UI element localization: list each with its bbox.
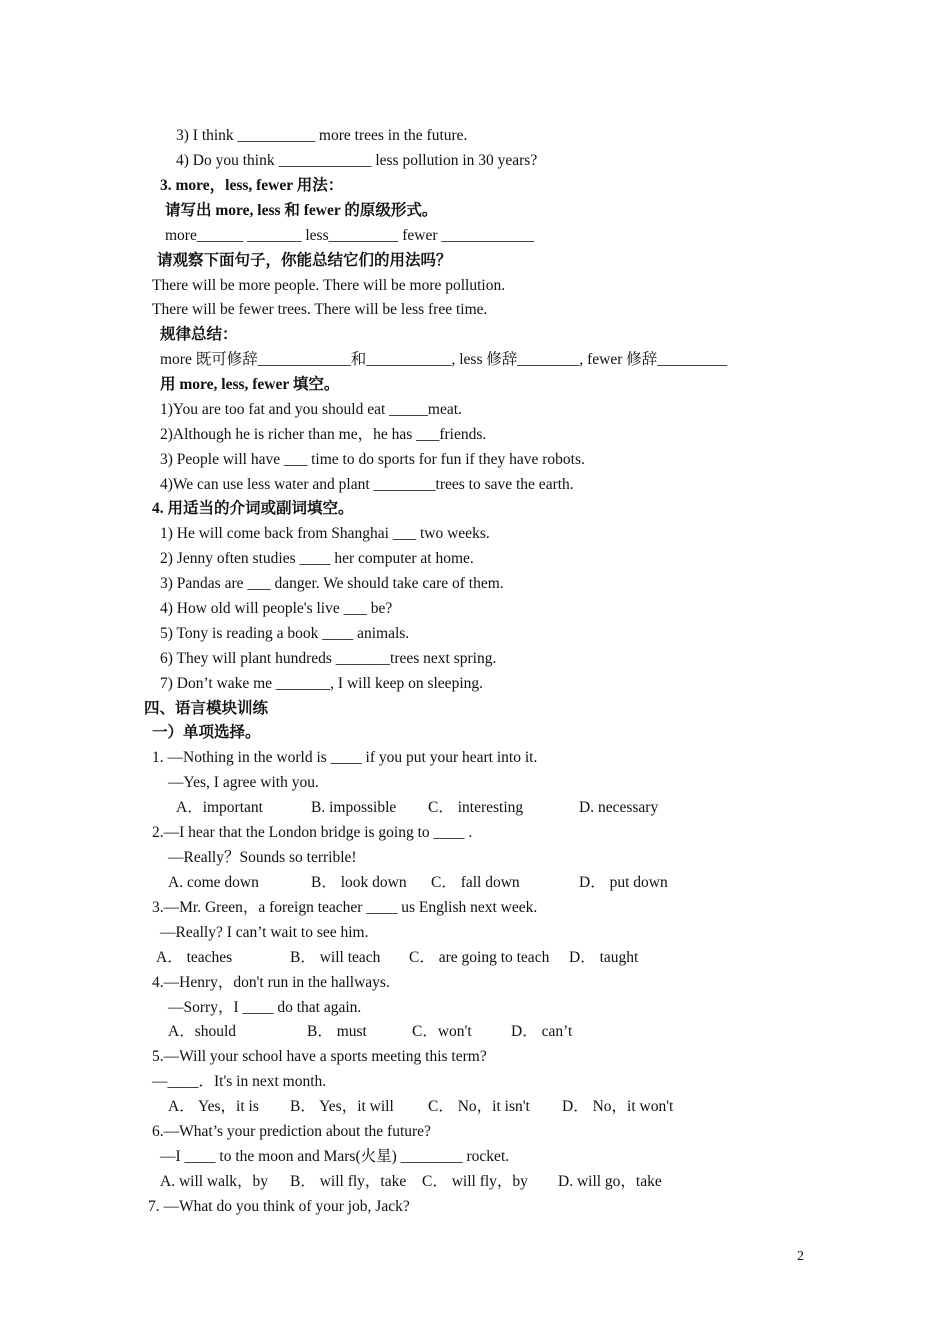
- answer-option: D． taught: [569, 949, 639, 966]
- answer-option: D. will go，take: [558, 1173, 662, 1190]
- text-line: 6) They will plant hundreds _______trees next spring.: [160, 650, 497, 667]
- text-line: 6.—What’s your prediction about the future?: [152, 1123, 431, 1140]
- section-heading: 请观察下面句子，你能总结它们的用法吗？: [157, 252, 452, 269]
- text-line: 4) Do you think ____________ less pollution in 30 years?: [176, 152, 538, 169]
- section-heading: 4. 用适当的介词或副词填空。: [152, 500, 354, 517]
- section-heading: 请写出 more, less 和 fewer 的原级形式。: [165, 202, 438, 219]
- text-line: 3.—Mr. Green，a foreign teacher ____ us English next week.: [152, 899, 538, 916]
- answer-option: C． interesting: [428, 799, 524, 816]
- text-line: 4.—Henry，don't run in the hallways.: [152, 974, 390, 991]
- text-line: —____．It's in next month.: [152, 1073, 327, 1090]
- text-line: 2) Jenny often studies ____ her computer at home.: [160, 550, 474, 567]
- text-line: 5.—Will your school have a sports meeting this term?: [152, 1048, 487, 1065]
- text-line: more 既可修辞____________和___________, less 修辞________, fewer 修辞_________: [160, 351, 727, 368]
- text-line: 4) How old will people's live ___ be?: [160, 600, 393, 617]
- answer-option: D． put down: [579, 874, 668, 891]
- text-line: 7. —What do you think of your job, Jack?: [148, 1198, 410, 1215]
- answer-option: B. impossible: [311, 799, 397, 816]
- answer-option: A． teaches: [156, 949, 233, 966]
- section-heading: 四、语言模块训练: [144, 700, 269, 717]
- section-heading: 规律总结：: [160, 326, 238, 343]
- answer-option: D． can’t: [511, 1023, 573, 1040]
- text-line: 1. —Nothing in the world is ____ if you put your heart into it.: [152, 749, 538, 766]
- answer-option: B． will teach: [290, 949, 381, 966]
- answer-option: A． Yes，it is: [168, 1098, 259, 1115]
- text-line: 3) I think __________ more trees in the future.: [176, 127, 468, 144]
- section-heading: 3. more，less, fewer 用法：: [160, 177, 344, 194]
- text-line: more______ _______ less_________ fewer ____________: [165, 227, 535, 244]
- answer-option: B． Yes，it will: [290, 1098, 394, 1115]
- answer-option: C． will fly，by: [422, 1173, 528, 1190]
- text-line: 1) He will come back from Shanghai ___ two weeks.: [160, 525, 490, 542]
- text-line: —Really? I can’t wait to see him.: [160, 924, 369, 941]
- text-line: 2)Although he is richer than me，he has ___friends.: [160, 426, 487, 443]
- answer-option: A. come down: [168, 874, 259, 891]
- page-number: 2: [797, 1249, 804, 1264]
- text-line: There will be fewer trees. There will be less free time.: [152, 301, 488, 318]
- text-line: There will be more people. There will be more pollution.: [152, 277, 506, 294]
- text-line: 7) Don’t wake me _______, I will keep on sleeping.: [160, 675, 483, 692]
- section-heading: 一）单项选择。: [152, 724, 261, 741]
- answer-option: D． No，it won't: [562, 1098, 674, 1115]
- text-line: —Yes, I agree with you.: [168, 774, 319, 791]
- section-heading: 用 more, less, fewer 填空。: [160, 376, 340, 393]
- text-line: 3) Pandas are ___ danger. We should take care of them.: [160, 575, 504, 592]
- answer-option: C．won't: [412, 1023, 472, 1040]
- text-line: 2.—I hear that the London bridge is going to ____ .: [152, 824, 473, 841]
- answer-option: A．should: [168, 1023, 237, 1040]
- answer-option: A. will walk，by: [160, 1173, 269, 1190]
- answer-option: C． No，it isn't: [428, 1098, 530, 1115]
- answer-option: B． must: [307, 1023, 367, 1040]
- text-line: —Sorry，I ____ do that again.: [168, 999, 362, 1016]
- answer-option: C． fall down: [431, 874, 520, 891]
- text-line: —I ____ to the moon and Mars(火星) ________ rocket.: [160, 1148, 510, 1165]
- text-line: —Really？Sounds so terrible!: [168, 849, 357, 866]
- answer-option: B． will fly，take: [290, 1173, 407, 1190]
- answer-option: C． are going to teach: [409, 949, 550, 966]
- text-line: 4)We can use less water and plant ________trees to save the earth.: [160, 476, 574, 493]
- answer-option: A．important: [176, 799, 263, 816]
- answer-option: B． look down: [311, 874, 407, 891]
- text-line: 5) Tony is reading a book ____ animals.: [160, 625, 410, 642]
- text-line: 3) People will have ___ time to do sports for fun if they have robots.: [160, 451, 585, 468]
- answer-option: D. necessary: [579, 799, 659, 816]
- text-line: 1)You are too fat and you should eat _____meat.: [160, 401, 462, 418]
